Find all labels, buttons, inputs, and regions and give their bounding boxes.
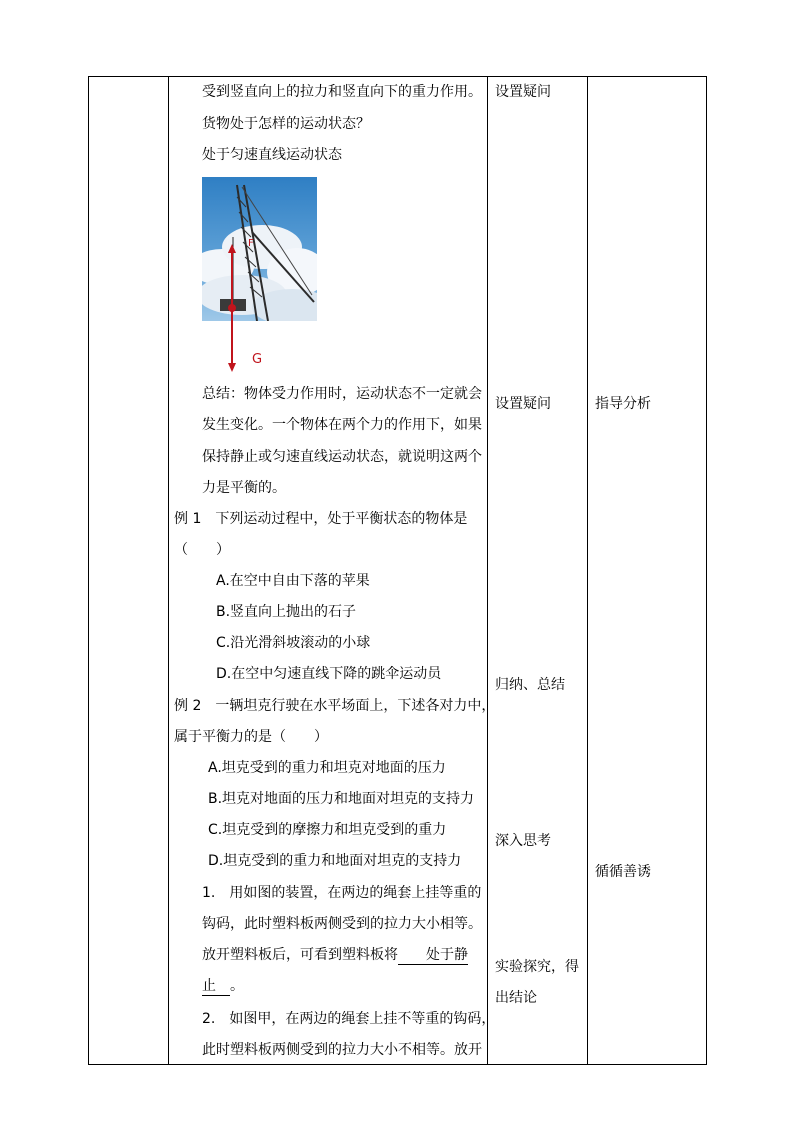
text-line: 发生变化。一个物体在两个力的作用下，如果 [202,417,482,433]
text-line: 1. 用如图的装置，在两边的绳套上挂等重的 [202,885,482,901]
option-item: B.竖直向上抛出的石子 [216,604,357,620]
answer-blank: （ ） [174,542,230,558]
text-fragment: 放开塑料板后，可看到塑料板将 [202,947,398,963]
text-line: 此时塑料板两侧受到的拉力大小不相等。放开 [202,1042,482,1058]
option-item: C.沿光滑斜坡滚动的小球 [216,635,371,651]
text-line: 力是平衡的。 [202,480,286,496]
text-line: 保持静止或匀速直线运动状态，就说明这两个 [202,449,482,465]
activity-label: 实验探究，得 [495,959,579,975]
activity-label: 设置疑问 [495,396,551,412]
method-label: 指导分析 [595,396,651,412]
activity-label: 设置疑问 [495,84,551,100]
text-line: 钩码，此时塑料板两侧受到的拉力大小相等。 [202,916,482,932]
force-label-g: G [252,352,263,367]
option-item: B.坦克对地面的压力和地面对坦克的支持力 [208,791,475,807]
option-item: A.在空中自由下落的苹果 [216,573,370,589]
text-line: 处于匀速直线运动状态 [202,147,342,163]
option-item: D.坦克受到的重力和地面对坦克的支持力 [208,853,462,869]
fill-blank-answer: 处于静 [398,947,468,963]
example-question: 例 1 下列运动过程中，处于平衡状态的物体是 [174,511,468,527]
method-label: 循循善诱 [595,864,651,880]
option-item: C.坦克受到的摩擦力和坦克受到的重力 [208,822,447,838]
text-line [202,976,244,996]
text-line: 受到竖直向上的拉力和竖直向下的重力作用。 [202,84,482,100]
option-item: D.在空中匀速直线下降的跳伞运动员 [216,666,442,682]
fill-blank-answer: 止 [202,978,230,994]
activity-label: 出结论 [495,990,537,1006]
text-line: 2. 如图甲，在两边的绳套上挂不等重的钩码， [202,1011,496,1027]
text-line [202,945,468,965]
example-question: 属于平衡力的是（ ） [174,729,328,745]
activity-label: 归纳、总结 [495,677,565,693]
text-line: 货物处于怎样的运动状态？ [202,116,370,132]
option-item: A.坦克受到的重力和坦克对地面的压力 [208,760,446,776]
text-fragment: 。 [230,978,244,994]
force-label-f: F [248,238,254,249]
text-line: 总结：物体受力作用时，运动状态不一定就会 [202,386,482,402]
example-question: 例 2 一辆坦克行驶在水平场面上，下述各对力中， [174,698,496,714]
activity-label: 深入思考 [495,833,551,849]
